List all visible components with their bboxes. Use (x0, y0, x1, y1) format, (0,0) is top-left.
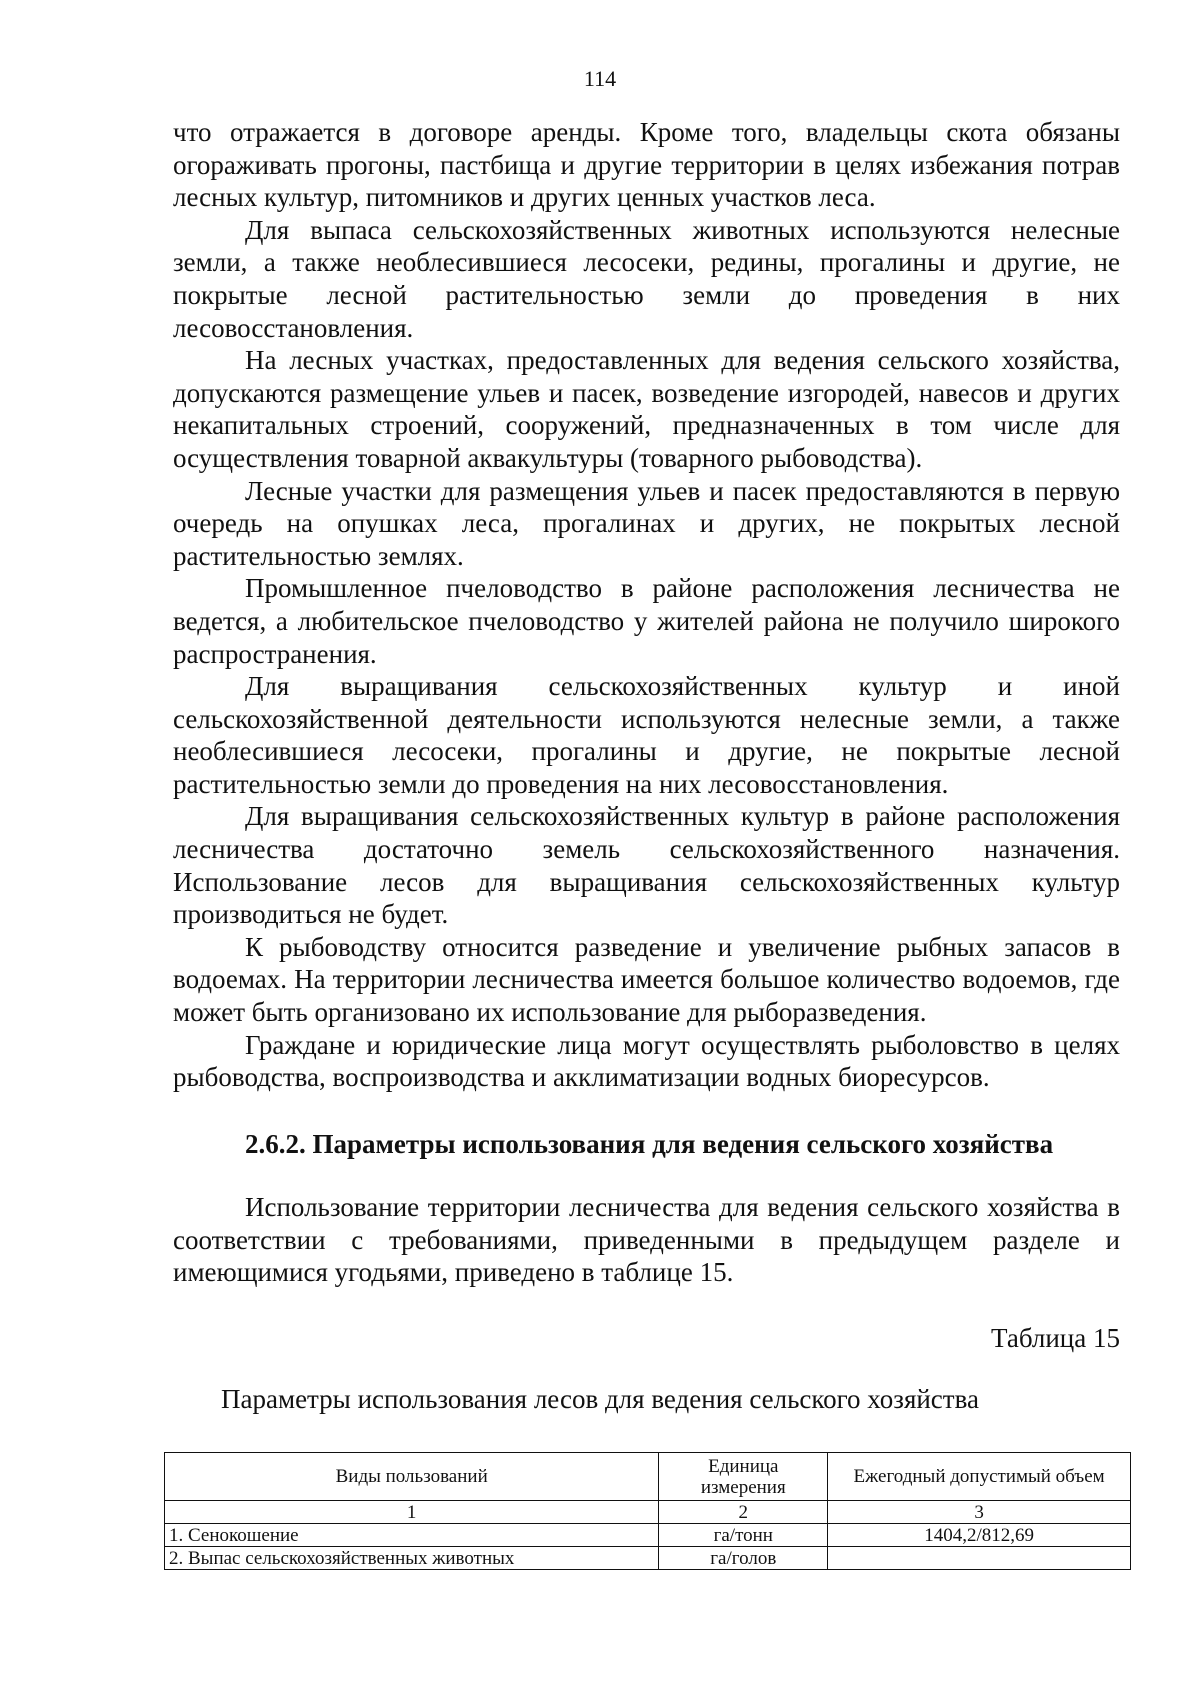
paragraph: Для выращивания сельскохозяйственных культур и иной сельскохозяйственной деятельности используются нелесные земли, а также необлесившиеся лесосеки, прогалины и другие, не покрытые лесной растительностью земли до проведения на них лесовосстановления. (173, 671, 1120, 799)
table-column-numbers-row (165, 1501, 1131, 1524)
table-cell: 1 (165, 1501, 659, 1524)
section-heading: 2.6.2. Параметры использования для ведения сельского хозяйства (245, 1129, 1054, 1159)
paragraph: Граждане и юридические лица могут осуществлять рыболовство в целях рыбоводства, воспроизводства и акклиматизации водных биоресурсов. (173, 1029, 1120, 1093)
table-caption: Параметры использования лесов для ведения сельского хозяйства (221, 1384, 979, 1414)
table-cell: 2 (659, 1501, 828, 1524)
paragraph: что отражается в договоре аренды. Кроме того, владельцы скота обязаны огораживать прогоны, пастбища и другие территории в целях избежания потрав лесных культур, питомников и других ценных участков леса. (173, 117, 1120, 213)
body-text (173, 116, 1120, 1094)
table-cell: 2. Выпас сельскохозяйственных животных (165, 1547, 659, 1570)
table-cell: 3 (828, 1501, 1131, 1524)
paragraph: На лесных участках, предоставленных для ведения сельского хозяйства, допускаются размещение ульев и пасек, возведение изгородей, навесов и других некапитальных строений, сооружений, предназначенных в том числе для осуществления товарной аквакультуры (товарного рыбоводства). (173, 345, 1120, 473)
section-intro (173, 1191, 1120, 1289)
paragraph: Промышленное пчеловодство в районе расположения лесничества не ведется, а любительское пчеловодство у жителей района не получило широкого распространения. (173, 573, 1120, 669)
table-label: Таблица 15 (991, 1323, 1120, 1353)
table-cell (828, 1547, 1131, 1570)
table-header-row (165, 1453, 1131, 1501)
table-row (165, 1524, 1131, 1547)
parameters-table (164, 1452, 1131, 1570)
table-header-cell: Ежегодный допустимый объем (828, 1453, 1131, 1501)
table-cell: 1404,2/812,69 (828, 1524, 1131, 1547)
table-cell: га/голов (659, 1547, 828, 1570)
table-header-cell: Виды пользований (165, 1453, 659, 1501)
paragraph: Для выращивания сельскохозяйственных культур в районе расположения лесничества достаточно земель сельскохозяйственного назначения. Использование лесов для выращивания сельскохозяйственных культур производиться не будет. (173, 801, 1120, 930)
table-header-cell: Единица измерения (659, 1453, 828, 1501)
table-row (165, 1547, 1131, 1570)
table-cell: га/тонн (659, 1524, 828, 1547)
table-cell: 1. Сенокошение (165, 1524, 659, 1547)
paragraph: Использование территории лесничества для ведения сельского хозяйства в соответствии с требованиями, приведенными в предыдущем разделе и имеющимися угодьями, приведено в таблице 15. (173, 1192, 1120, 1288)
paragraph: Для выпаса сельскохозяйственных животных используются нелесные земли, а также необлесившиеся лесосеки, редины, прогалины и другие, не покрытые лесной растительностью земли до проведения в них лесовосстановления. (173, 214, 1120, 343)
page-number: 114 (583, 66, 617, 91)
paragraph: Лесные участки для размещения ульев и пасек предоставляются в первую очередь на опушках леса, прогалинах и других, не покрытых лесной растительностью землях. (173, 475, 1120, 571)
paragraph: К рыбоводству относится разведение и увеличение рыбных запасов в водоемах. На территории лесничества имеется большое количество водоемов, где может быть организовано их использование для рыборазведения. (173, 931, 1120, 1028)
